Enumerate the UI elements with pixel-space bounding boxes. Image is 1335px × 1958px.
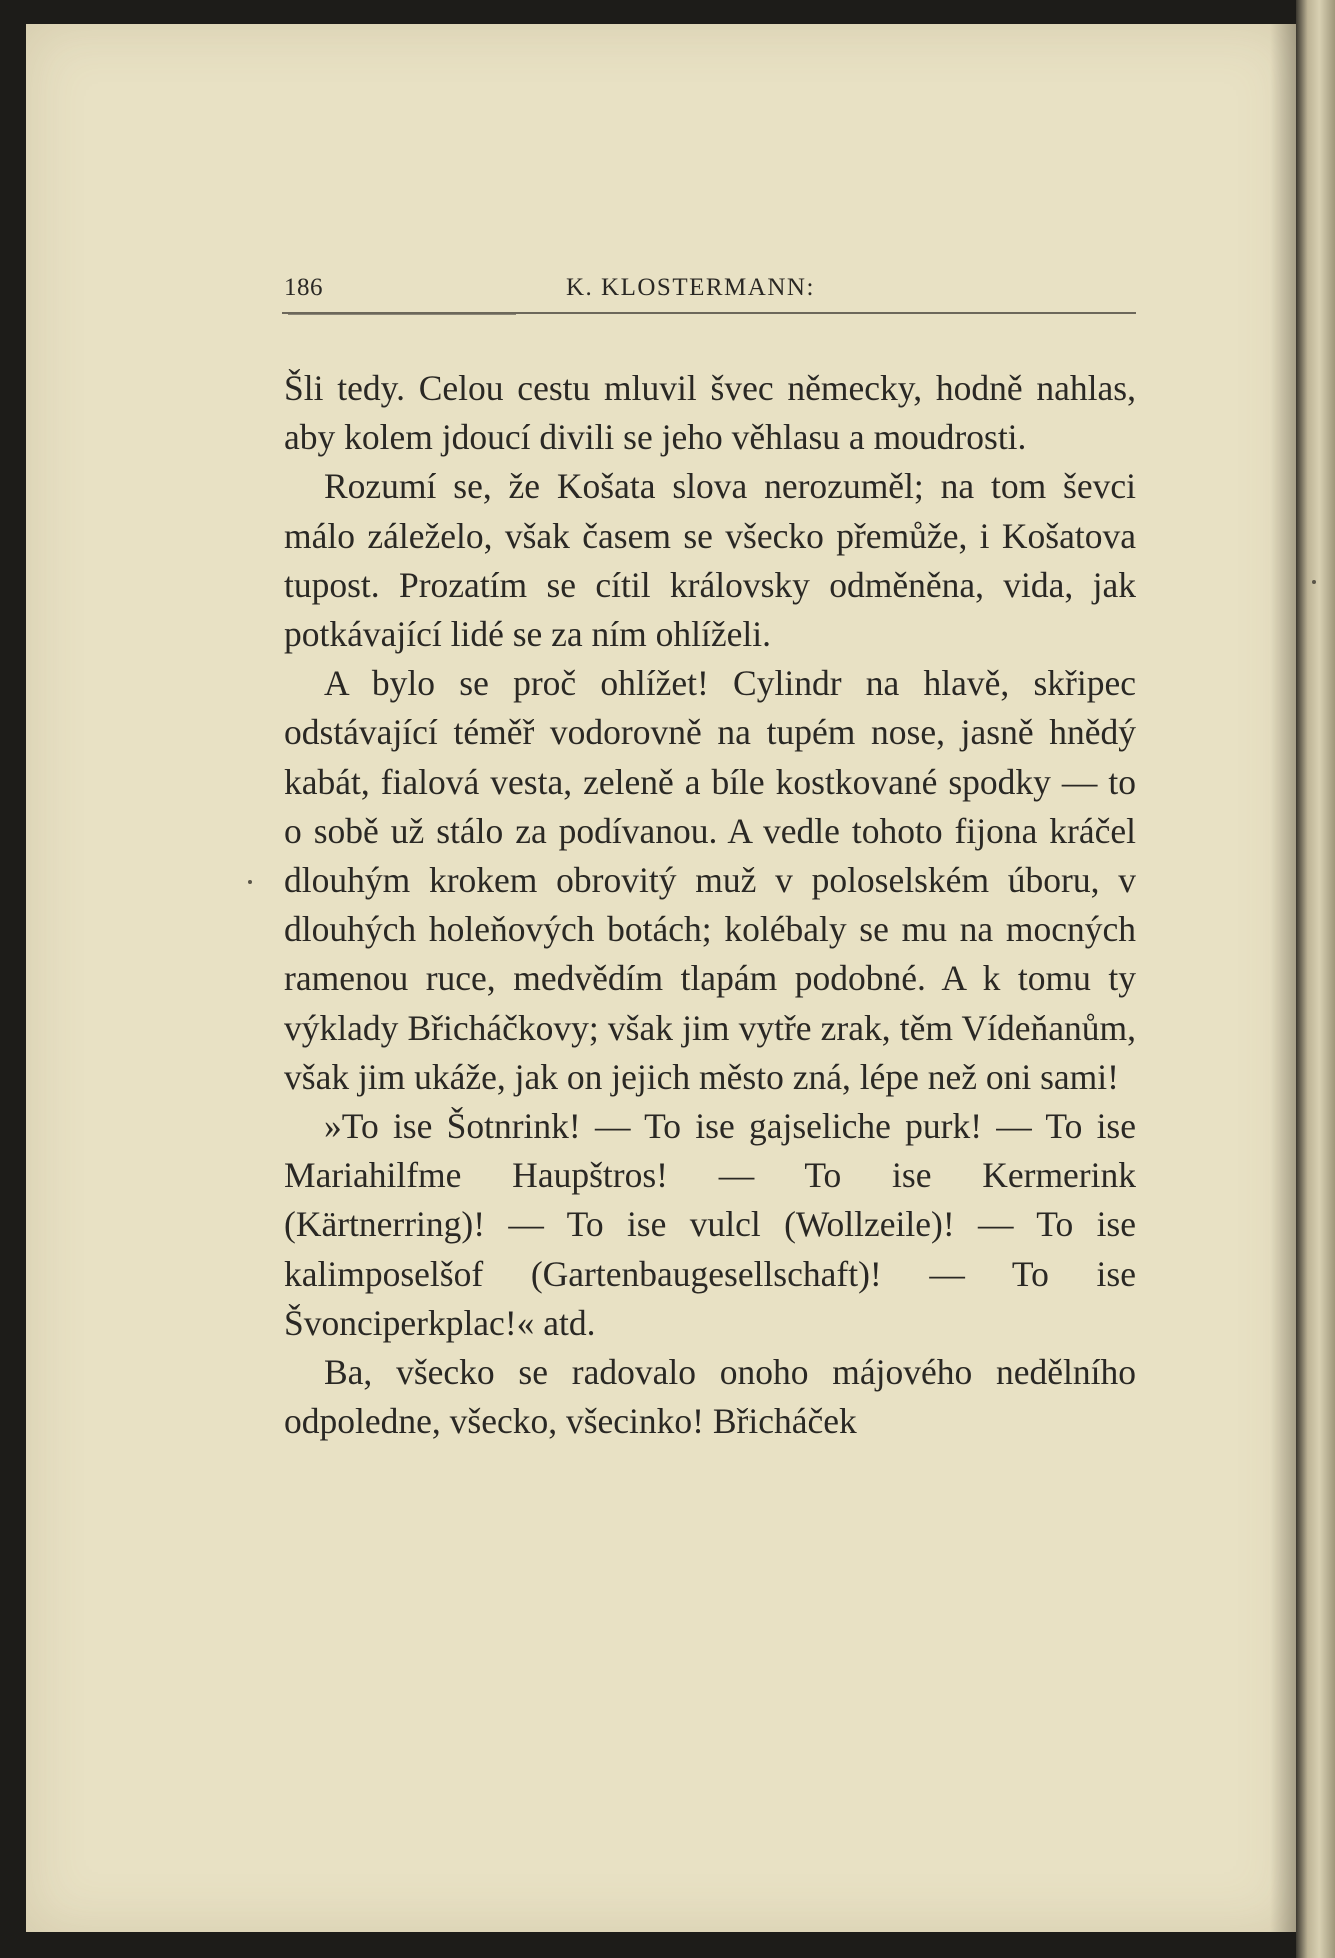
running-head: K. KLOSTERMANN: [566, 274, 815, 301]
paragraph: Rozumí se, že Košata slova nerozuměl; na tom ševci málo záleželo, však časem se všecko přemůže, i Košatova tupost. Prozatím se cítil královsky odměněna, vida, jak potkávající lidé se za ním ohlíželi. [284, 466, 1136, 655]
paragraph: Šli tedy. Celou cestu mluvil švec německy, hodně nahlas, aby kolem jdoucí divili se jeho věhlasu a moudrosti. [284, 368, 1136, 458]
paper-speck [248, 880, 252, 884]
paper-speck [1312, 580, 1316, 584]
paragraph: Ba, všecko se radovalo onoho májového nedělního odpoledne, všecko, všecinko! Břicháček [284, 1352, 1136, 1442]
paragraph: »To ise Šotnrink! — To ise gajseliche purk! — To ise Mariahilfme Haupštros! — To ise Kermerink (Kärtnerring)! — To ise vulcl (Wollzeile)! — To ise kalimposelšof (Gartenbaugesellschaft)! — To ise Švonciperkplac!« atd. [284, 1106, 1136, 1343]
header-rule-underline [288, 314, 516, 315]
page-header [284, 274, 1136, 314]
book-gutter [1296, 0, 1335, 1958]
page-number: 186 [284, 274, 323, 301]
paragraph: A bylo se proč ohlížet! Cylindr na hlavě, skřipec odstávající téměř vodorovně na tupém nose, jasně hnědý kabát, fialová vesta, zeleně a bíle kostkované spodky — to o sobě už stálo za podívanou. A vedle tohoto fijona kráčel dlouhým krokem obrovitý muž v poloselském úboru, v dlouhých holeňových botách; kolébaly se mu na mocných ramenou ruce, medvědím tlapám podobné. A k tomu ty výklady Břicháčkovy; však jim vytře zrak, těm Vídeňanům, však jim ukáže, jak on jejich město zná, lépe než oni sami! [284, 663, 1136, 1097]
body-text [284, 364, 1136, 1446]
